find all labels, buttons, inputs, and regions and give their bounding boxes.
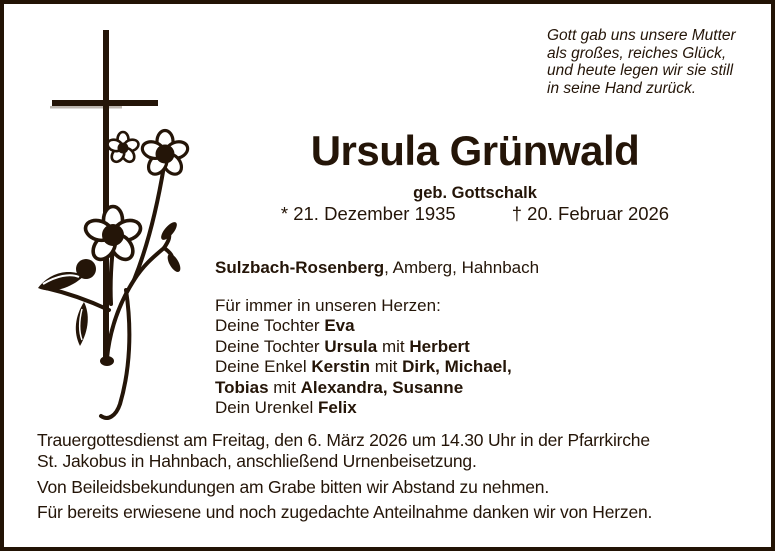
text-segment: Herbert [409, 336, 470, 356]
notice-line: Trauergottesdienst am Freitag, den 6. März 2026 um 14.30 Uhr in der Pfarrkirche [37, 430, 650, 450]
flower-small [106, 132, 140, 164]
life-dates [215, 203, 735, 225]
text-segment: , Amberg, Hahnbach [384, 258, 540, 277]
text-segment: Ursula [324, 336, 378, 356]
epigraph-line: Gott gab uns unsere Mutter [547, 27, 736, 44]
notice-condolences [37, 477, 652, 498]
cross-flowers-illustration [30, 22, 202, 430]
notice-line: Von Beileidsbekundungen am Grabe bitten wir Abstand zu nehmen. [37, 476, 549, 497]
text-segment: Dirk, Michael, [402, 357, 512, 377]
funeral-notices [37, 430, 652, 528]
mourner-line [215, 316, 512, 336]
deceased-name: Ursula Grünwald [310, 127, 640, 174]
text-segment: Deine Enkel [215, 357, 312, 377]
text-segment: Sulzbach-Rosenberg [215, 258, 385, 277]
notice-service [37, 430, 652, 472]
crossbar-shadow [50, 106, 122, 109]
notice-line: St. Jakobus in Hahnbach, anschließend Urnenbeisetzung. [37, 451, 477, 471]
flower-leaves [38, 272, 88, 346]
text-segment: Deine Tochter [215, 336, 325, 356]
mourner-line [215, 398, 512, 418]
birth-date: * 21. Dezember 1935 [280, 203, 456, 224]
mourner-line [215, 378, 512, 398]
flower-stems [46, 166, 173, 418]
notice-thanks [37, 502, 652, 523]
death-date: † 20. Februar 2026 [511, 203, 670, 224]
epigraph-line: in seine Hand zurück. [547, 79, 697, 97]
text-segment: mit [377, 336, 410, 356]
mourners-intro: Für immer in unseren Herzen: [215, 296, 441, 315]
notice-line: Für bereits erwiesene und noch zugedachte Anteilnahme danken wir von Herzen. [37, 502, 653, 522]
epigraph-line: und heute legen wir sie still [547, 62, 734, 80]
text-segment: mit [369, 357, 403, 377]
residence-line [215, 258, 539, 278]
text-segment: Tobias [215, 377, 269, 397]
cross-horizontal-bar [52, 100, 158, 106]
text-segment: Felix [318, 398, 357, 418]
text-segment: Kerstin [311, 357, 370, 377]
mourner-line [215, 337, 512, 357]
text-segment: Deine Tochter [215, 316, 325, 336]
epigraph-line: als großes, reiches Glück, [547, 44, 727, 62]
text-segment: Eva [324, 316, 355, 336]
text-segment: Alexandra, Susanne [300, 377, 464, 397]
text-segment: mit [268, 377, 301, 397]
mourners-block [215, 296, 512, 418]
epigraph-verse [547, 27, 736, 97]
text-segment: Dein Urenkel [215, 398, 318, 418]
maiden-name: geb. Gottschalk [413, 184, 537, 202]
mourner-line [215, 357, 512, 377]
